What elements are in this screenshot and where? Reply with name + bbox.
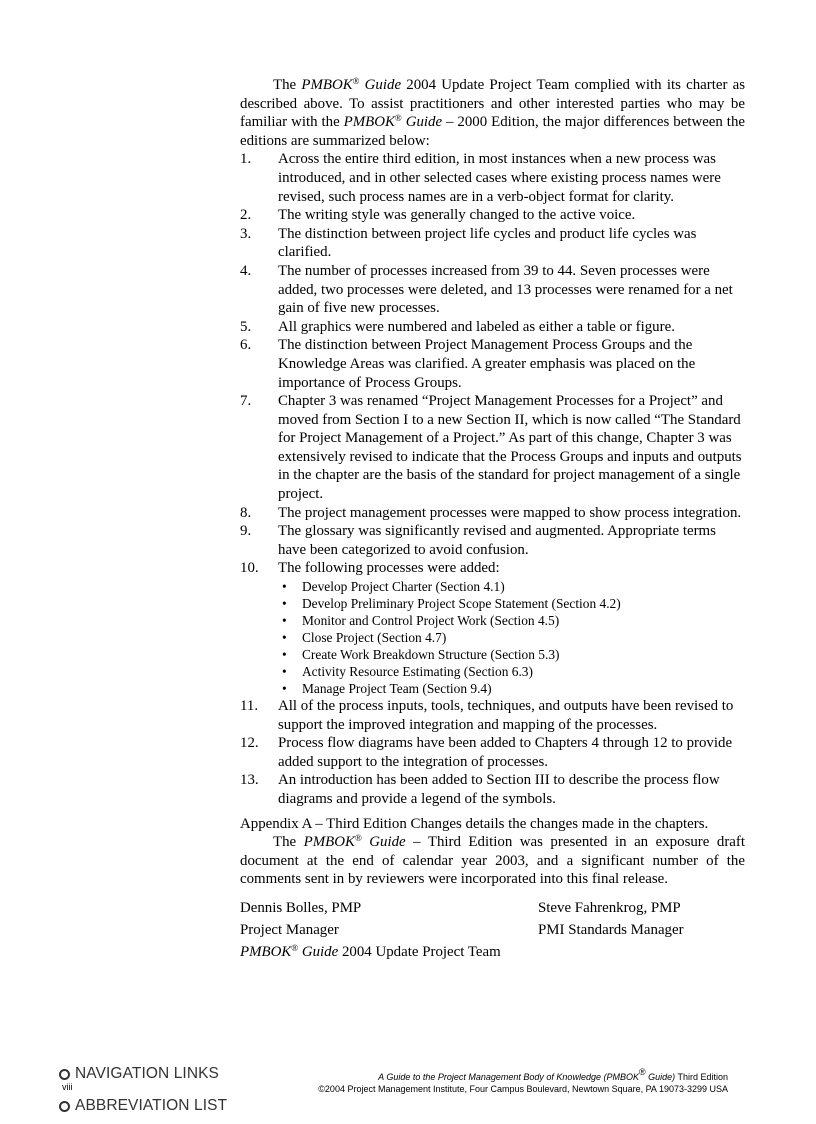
list-item: 10. The following processes were added: • Develop Project Charter (Section 4.1) • Develop Preliminary Project Scope Statement (Section 4.2) • Monitor and Control Project Work (Section 4.5) • Close Project (Section 4.7) • Create Work Breakdown Structure (Section 5.3) • Activity Resource Estimating (Section 6.3) • Manage Project Team (Section 9.4) (240, 559, 745, 697)
abbreviation-list-link[interactable]: ABBREVIATION LIST (59, 1097, 227, 1115)
list-item: 9. The glossary was significantly revised and augmented. Appropriate terms have been categorized to avoid confusion. (240, 523, 716, 558)
list-item: 12. Process flow diagrams have been added to Chapters 4 through 12 to provide added support to the integration of processes. (240, 735, 733, 770)
bullet-item: • Develop Project Charter (Section 4.1) (282, 579, 505, 595)
signer-title: Project Manager (240, 921, 339, 938)
list-item: 3. The distinction between project life cycles and product life cycles was clarified. (240, 225, 697, 261)
bullet-item: • Create Work Breakdown Structure (Section 5.3) (282, 647, 560, 663)
footer-book-title: A Guide to the Project Management Body of Knowledge (PMBOK® Guide) Third Edition (378, 1067, 728, 1082)
appendix-note: Appendix A – Third Edition Changes details the changes made in the chapters. (240, 815, 709, 832)
signature-right (538, 897, 684, 941)
list-item: 13. An introduction has been added to Section III to describe the process flow diagrams and provide a legend of the symbols. (240, 772, 720, 807)
list-item: 1. Across the entire third edition, in most instances when a new process was introduced, and in other selected cases where existing process names were revised, such process names are in a verb-object format for clarity. (240, 151, 721, 205)
signer-name: Steve Fahrenkrog, PMP (538, 899, 681, 916)
circle-icon (59, 1069, 70, 1080)
signer-name: Dennis Bolles, PMP (240, 899, 362, 916)
page-number: viii (62, 1082, 73, 1092)
signer-title: PMI Standards Manager (538, 921, 684, 938)
bullet-item: • Close Project (Section 4.7) (282, 630, 447, 646)
navigation-links-link[interactable]: NAVIGATION LINKS (59, 1065, 219, 1083)
document-body (240, 76, 745, 963)
list-item: 7. Chapter 3 was renamed “Project Management Processes for a Project” and moved from Section I to a new Section II, which is now called “The Standard for Project Management of a Project.” As part of this change, Chapter 3 was extensively revised to indicate that the Process Groups and inputs and outputs in the chapter are the basis of the standard for project management of a single project. (240, 393, 742, 503)
bullet-item: • Develop Preliminary Project Scope Statement (Section 4.2) (282, 596, 621, 612)
list-item: 5. All graphics were numbered and labeled as either a table or figure. (240, 318, 675, 335)
page-footer (0, 1064, 816, 1124)
footer-copyright: ©2004 Project Management Institute, Four Campus Boulevard, Newtown Square, PA 19073-3299 USA (318, 1084, 728, 1094)
signer-team: PMBOK® Guide 2004 Update Project Team (240, 942, 501, 960)
added-processes-list (278, 578, 745, 697)
changes-list (240, 150, 745, 808)
intro-paragraph: The PMBOK® Guide 2004 Update Project Team complied with its charter as described above. To assist practitioners and other interested parties who may be familiar with the PMBOK® Guide – 2000 Edition, the major differences between the editions are summarized below: (240, 76, 746, 149)
signature-block (240, 897, 745, 963)
signature-left (240, 897, 501, 963)
circle-icon (59, 1101, 70, 1112)
exposure-paragraph: The PMBOK® Guide – Third Edition was presented in an exposure draft document at the end of calendar year 2003, and a significant number of the comments sent in by reviewers were incorporated into this final release. (240, 833, 745, 888)
list-item: 4. The number of processes increased from 39 to 44. Seven processes were added, two processes were deleted, and 13 processes were renamed for a net gain of five new processes. (240, 262, 733, 317)
bullet-item: • Monitor and Control Project Work (Section 4.5) (282, 613, 560, 629)
bullet-item: • Manage Project Team (Section 9.4) (282, 681, 492, 697)
list-item: 2. The writing style was generally changed to the active voice. (240, 207, 636, 224)
list-item: 11. All of the process inputs, tools, techniques, and outputs have been revised to support the improved integration and mapping of the processes. (240, 698, 734, 733)
list-item: 8. The project management processes were mapped to show process integration. (240, 504, 742, 521)
bullet-item: • Activity Resource Estimating (Section 6.3) (282, 664, 533, 680)
list-item: 6. The distinction between Project Management Process Groups and the Knowledge Areas was clarified. A greater emphasis was placed on the importance of Process Groups. (240, 337, 696, 391)
